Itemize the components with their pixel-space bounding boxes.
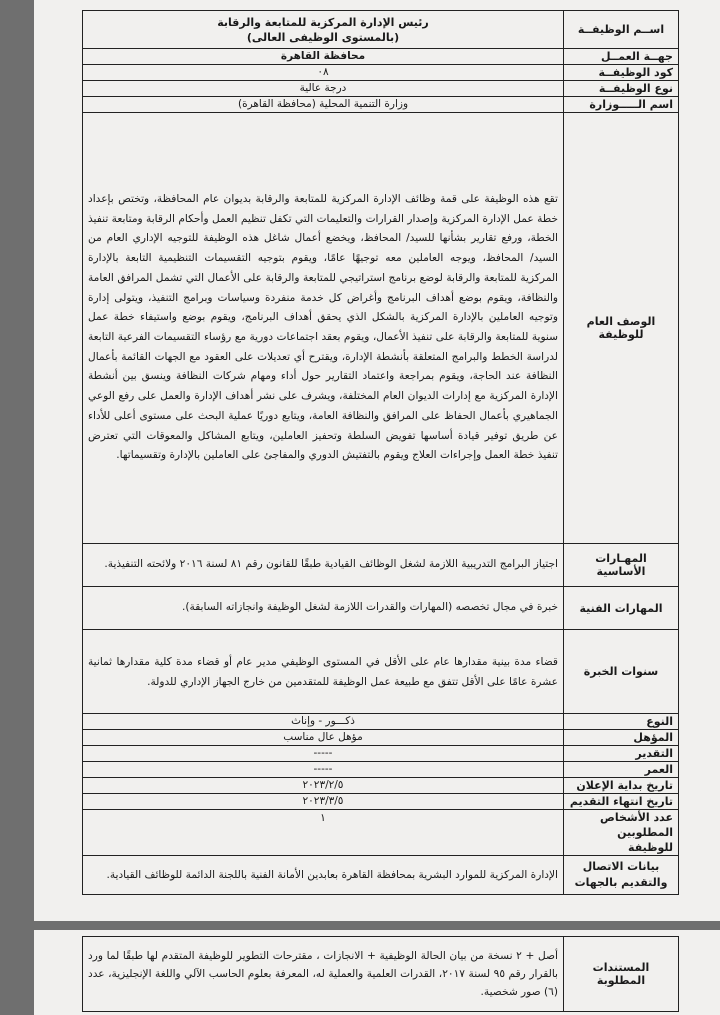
job-type-row: [83, 81, 679, 97]
experience-label: سنوات الخبرة: [564, 630, 679, 714]
job-code-label: كود الوظيفــة: [564, 65, 679, 81]
grade-row: [83, 746, 679, 762]
experience-text: قضاء مدة بينية مقدارها عام على الأقل في المستوى الوظيفي مدير عام أو قضاء مدة كلية مقدارها ثمانية عشرة عامًا على الأقل تتفق مع طبيعة عمل الوظيفة للمتقدمين من خارج الجهاز الإداري للدولة.: [83, 630, 564, 714]
qualification-value: مؤهل عال مناسب: [83, 730, 564, 746]
persons-needed-label: عدد الأشخاص المطلوبين للوظيفة: [564, 810, 679, 856]
contact-label: بيانات الاتصال والتقديم بالجهات: [564, 856, 679, 895]
ministry-row: [83, 97, 679, 113]
qualification-label: المؤهل: [564, 730, 679, 746]
qualification-row: [83, 730, 679, 746]
grade-value: -----: [83, 746, 564, 762]
description-row: [83, 113, 679, 544]
grade-label: التقدير: [564, 746, 679, 762]
documents-label: المستندات المطلوبة: [564, 937, 679, 1012]
job-code-value: ٠٨: [83, 65, 564, 81]
announcement-start-row: [83, 778, 679, 794]
age-value: -----: [83, 762, 564, 778]
ministry-label: اسم الـــــوزارة: [564, 97, 679, 113]
workplace-value: محافظة القاهرة: [83, 49, 564, 65]
age-label: العمر: [564, 762, 679, 778]
gender-row: [83, 714, 679, 730]
announcement-start-value: ٢٠٢٣/٢/٥: [83, 778, 564, 794]
documents-row: [83, 937, 679, 1012]
job-title-row: [83, 11, 679, 49]
technical-skills-label: المهارات الفنية: [564, 587, 679, 630]
application-end-row: [83, 794, 679, 810]
job-type-label: نوع الوظيفــة: [564, 81, 679, 97]
persons-needed-value: ١: [83, 810, 564, 856]
application-end-value: ٢٠٢٣/٣/٥: [83, 794, 564, 810]
contact-row: [83, 856, 679, 895]
basic-skills-row: [83, 544, 679, 587]
job-title-value: [83, 11, 564, 49]
documents-table: [82, 936, 679, 1012]
description-label: الوصف العام للوظيفة: [564, 113, 679, 544]
ministry-value: وزارة التنمية المحلية (محافظة القاهرة): [83, 97, 564, 113]
description-text: تقع هذه الوظيفة على قمة وظائف الإدارة المركزية للمتابعة والرقابة بديوان عام المحافظة، وتختص بإعداد خطة عمل الإدارة المركزية وإصدار القرارات والتعليمات التي تكفل تنظيم العمل وأحكام الرقابة ومتابعة تنفيذ الخطة، ورفع تقارير بشأنها للسيد/ المحافظ، ويخضع أعمال شاغل هذه الوظيفة للتوجيه الإداري العام من السيد/ المحافظ، ويوجه العاملين معه توجيهًا عامًا، ويقوم بتوجيه التقسيمات التنظيمية التابعة بالإدارة المركزية للمتابعة والرقابة لوضع برنامج استراتيجي للمتابعة والرقابة على الأعمال التي تشمل المرافق العامة والنظافة، ويقوم بوضع أهداف البرنامج وأغراض كل خدمة منفردة وسياسات وبرامج التنفيذ، ويتولى إدارة وتوجيه العاملين بالإدارة المركزية بالشكل الذي يحقق أهداف البرنامج، ويقوم بوضع واستيفاء خطة عمل سنوية للمتابعة والرقابة على تنفيذ الأعمال، ويقوم بعقد اجتماعات دورية مع رؤساء التقسيمات الفرعية التابعة لدراسة الخطط والبرامج المتعلقة بأنشطة الإدارة، ويقترح أي تعديلات على العقود مع الجهات القائمة بأعمال النظافة عند الحاجة، ويقوم بمراجعة واعتماد التقارير حول أداء ومهام شركات النظافة وينسق بين أنشطة الإدارة المركزية مع إدارات الديوان العام المختلفة، ويشرف على نشر أهداف الإدارة والعمل على رفع الوعي الجماهيري بأعمال الحفاظ على المرافق والنظافة العامة، ويتابع دوريًا عملية البحث على مستوى أعلى للأداء عن طريق توفير قيادة أساسها تفويض السلطة وتحفيز العاملين، ويتابع المشاكل والمعوقات التي تعترض تنفيذ خطة العمل وإجراءات العلاج ويقوم بالتفتيش الدوري والمفاجئ على العاملين بالإدارة وتقسيماتها.: [83, 113, 564, 544]
gender-label: النوع: [564, 714, 679, 730]
persons-needed-row: [83, 810, 679, 856]
application-end-label: تاريخ انتهاء التقديم: [564, 794, 679, 810]
job-title-label: اســم الوظيفــة: [564, 11, 679, 49]
job-code-row: [83, 65, 679, 81]
technical-skills-row: [83, 587, 679, 630]
workplace-row: [83, 49, 679, 65]
workplace-label: جهــة العمــل: [564, 49, 679, 65]
experience-row: [83, 630, 679, 714]
gender-value: ذكـــور - وإناث: [83, 714, 564, 730]
contact-text: الإدارة المركزية للموارد البشرية بمحافظة القاهرة بعابدين الأمانة الفنية باللجنة الدائمة للوظائف القيادية.: [83, 856, 564, 895]
age-row: [83, 762, 679, 778]
job-title-line2: (بالمستوى الوظيفى العالى): [246, 30, 400, 44]
job-title-line1: رئيس الإدارة المركزية للمتابعة والرقابة: [217, 15, 429, 29]
basic-skills-label: المهـارات الأساسية: [564, 544, 679, 587]
job-details-table: [82, 10, 679, 895]
job-type-value: درجة عالية: [83, 81, 564, 97]
announcement-start-label: تاريخ بداية الإعلان: [564, 778, 679, 794]
technical-skills-text: خبرة في مجال تخصصه (المهارات والقدرات اللازمة لشغل الوظيفة وانجازاته السابقة).: [83, 587, 564, 630]
documents-text: أصل + ٢ نسخة من بيان الحالة الوظيفية + الانجازات ، مقترحات التطوير للوظيفة المتقدم لها طبقًا لما ورد بالقرار رقم ٩٥ لسنة ٢٠١٧، القدرات العلمية والعملية له، المعرفة بعلوم الحاسب الآلي واللغة الإنجليزية، عدد (٦) صور شخصية.: [83, 937, 564, 1012]
basic-skills-text: اجتياز البرامج التدريبية اللازمة لشغل الوظائف القيادية طبقًا للقانون رقم ٨١ لسنة ٢٠١٦ ولائحته التنفيذية.: [83, 544, 564, 587]
